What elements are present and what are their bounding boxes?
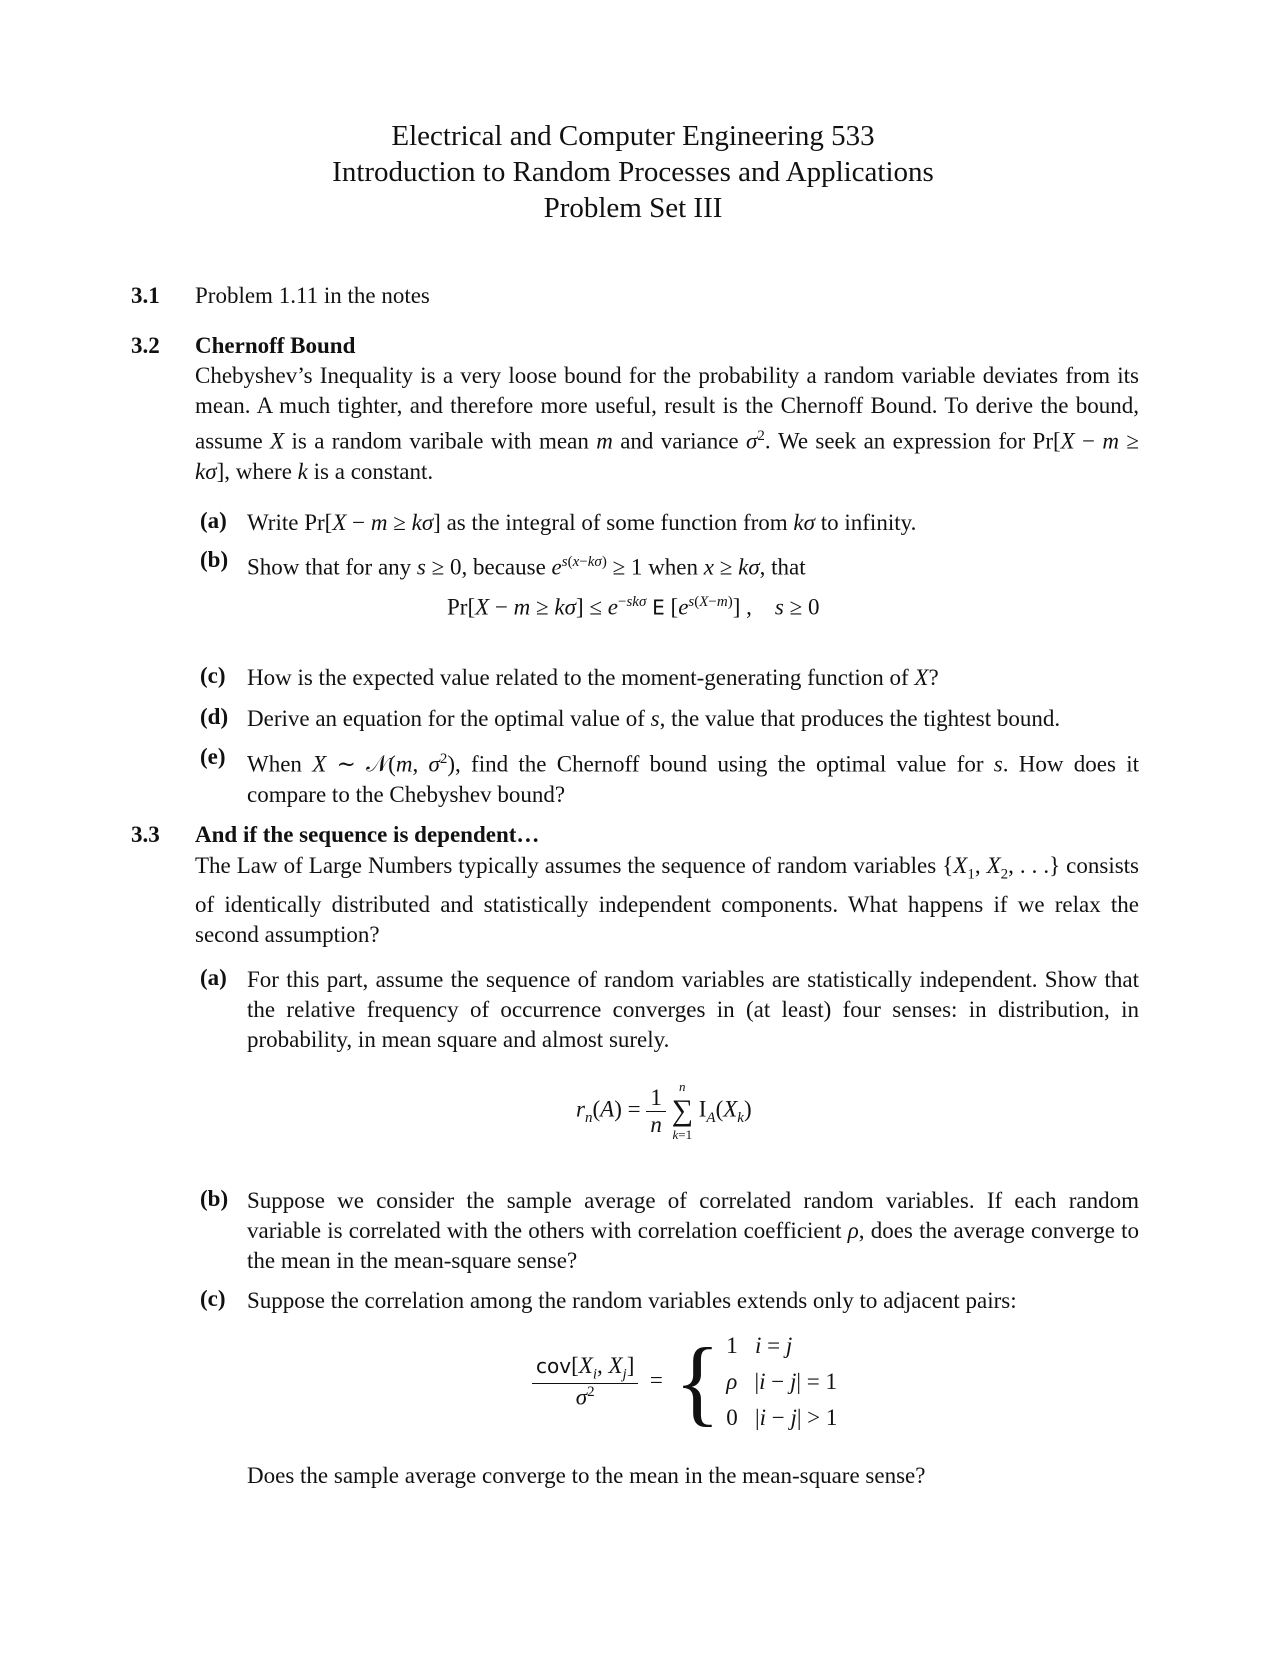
part-label: (d) (200, 704, 229, 729)
problem-title: And if the sequence is dependent… (195, 822, 540, 847)
part-label: (c) (200, 1286, 226, 1311)
part-text: Suppose we consider the sample average of correlated random variables. If each random variable is correlated with the others with correlation coefficient ρ, does the average converge to the mean in the mean-square sense? (247, 1188, 1140, 1273)
part-label: (a) (200, 508, 227, 533)
problem-intro: Chebyshev’s Inequality is a very loose bound for the probability a random variable deviates from its mean. A much tighter, and therefore more useful, result is the Chernoff Bound. To derive the bound, assume X is a random varibale with mean m and variance $\sigma^2$. We seek an expression for Pr[X − m ≥ kσ], where k is a constant. (195, 363, 1140, 484)
chernoff-inequality: $Pr[X - m \ge k\sigma] \le e^{-sk\sigma}$ E $[e^{s(X-m)}]$ , s ≥ 0 (447, 594, 820, 620)
relative-frequency-equation: $r_n(A)$ = $\frac{1}{n}$ n ∑ k=1 $I_A(X_k)$ (576, 1079, 752, 1142)
problem-number: 3.3 (131, 822, 160, 847)
problem-intro: The Law of Large Numbers typically assumes the sequence of random variables {$X_1$, $X_2$, . . .} consists of identically distributed and statistically independent components. What happens if we relax the second assumption? (195, 853, 1140, 947)
problem-text: Problem 1.11 in the notes (195, 283, 430, 308)
part-text: Show that for any s ≥ 0, because $e^{s(x-k\sigma)} \ge 1$ when x ≥ kσ, that (247, 554, 806, 580)
part-text: Suppose the correlation among the random variables extends only to adjacent pairs: (247, 1288, 1017, 1313)
part-text: When X ∼ 𝒩(m, $\sigma^2$), find the Chernoff bound using the optimal value for s. How does it compare to the Chebyshev bound? (247, 751, 1140, 807)
part-text: For this part, assume the sequence of random variables are statistically independent. Show that the relative frequency of occurrence converges in (at least) four senses: in distribution, in probability, in mean square and almost surely. (247, 967, 1139, 1052)
covariance-equation: $\frac{cov[X_i, X_j]}{\sigma^2}$ = { 1 i = j ρ |i − j| = 1 0 |i − j| > 1 (532, 1328, 837, 1436)
problem-set-title: Problem Set III (543, 192, 723, 224)
course-subtitle: Introduction to Random Processes and Applications (332, 156, 934, 188)
part-label: (b) (200, 547, 229, 572)
part-label: (a) (200, 965, 227, 990)
part-text: How is the expected value related to the moment-generating function of X? (247, 665, 939, 690)
part-text: Write Pr[X − m ≥ kσ] as the integral of some function from kσ to infinity. (247, 510, 917, 535)
course-title: Electrical and Computer Engineering 533 (391, 120, 875, 152)
part-label: (e) (200, 744, 226, 769)
closing-question: Does the sample average converge to the mean in the mean-square sense? (247, 1463, 926, 1488)
problem-number: 3.1 (131, 283, 160, 308)
problem-title: Chernoff Bound (195, 333, 356, 358)
part-label: (c) (200, 663, 226, 688)
part-text: Derive an equation for the optimal value of s, the value that produces the tightest bound. (247, 706, 1061, 731)
part-label: (b) (200, 1186, 229, 1211)
problem-number: 3.2 (131, 333, 160, 358)
